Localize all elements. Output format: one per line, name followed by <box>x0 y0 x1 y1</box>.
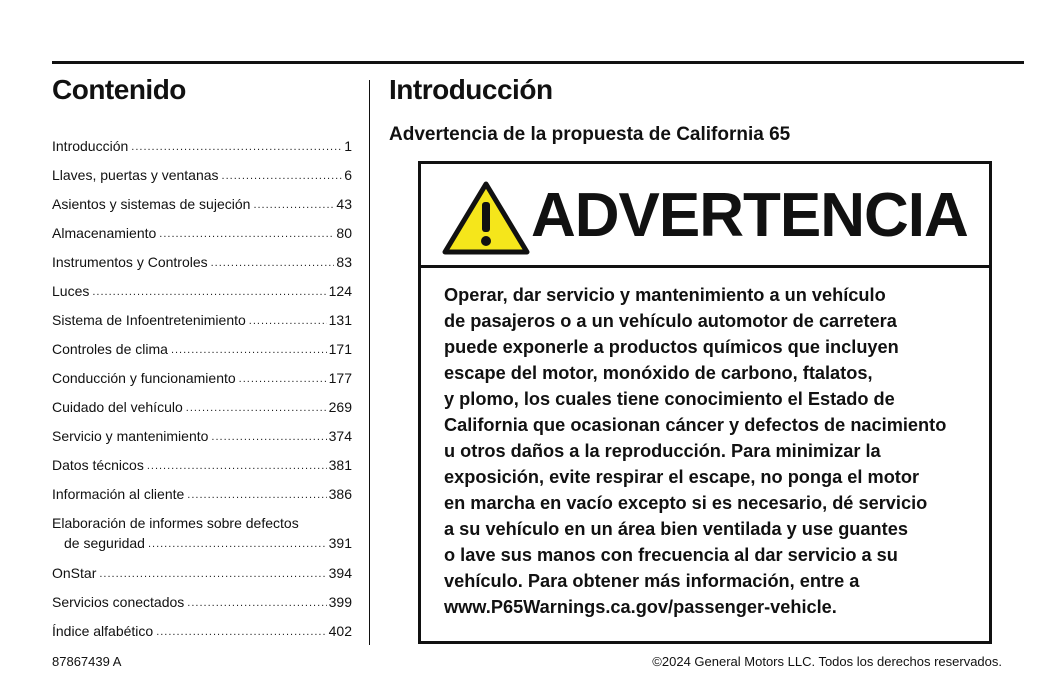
toc-entry[interactable] <box>52 312 352 341</box>
warning-line: exposición, evite respirar el escape, no ponga el motor <box>444 467 920 487</box>
warning-line: puede exponerle a productos químicos que incluyen <box>444 337 899 357</box>
toc-entry-page: 6 <box>344 167 352 183</box>
toc-entry-label: Controles de clima <box>52 341 171 357</box>
toc-entry-page: 381 <box>328 457 352 473</box>
toc-entry-label: Servicios conectados <box>52 594 187 610</box>
toc-entry[interactable] <box>52 428 352 457</box>
toc-entry[interactable] <box>52 283 352 312</box>
toc-leader-dots <box>239 370 327 385</box>
warning-line: o lave sus manos con frecuencia al dar servicio a su <box>444 545 898 565</box>
toc-entry[interactable] <box>52 254 352 283</box>
toc-leader-dots <box>211 254 335 269</box>
toc-leader-dots <box>187 486 326 501</box>
toc-entry-page: 171 <box>328 341 352 357</box>
toc-entry-label: Elaboración de informes sobre defectos <box>52 515 302 531</box>
toc-entry[interactable] <box>52 457 352 486</box>
toc-entry-page: 402 <box>328 623 352 639</box>
column-divider <box>369 80 370 645</box>
toc-leader-dots <box>92 283 326 298</box>
warning-line: y plomo, los cuales tiene conocimiento el Estado de <box>444 389 895 409</box>
toc-entry[interactable] <box>52 225 352 254</box>
toc-leader-dots <box>147 457 327 472</box>
toc-entry-page: 1 <box>344 138 352 154</box>
toc-entry-page: 124 <box>328 283 352 299</box>
toc-entry[interactable] <box>52 138 352 167</box>
toc-entry-page: 386 <box>328 486 352 502</box>
toc-entry-page: 131 <box>328 312 352 328</box>
document-number: 87867439 A <box>52 654 122 669</box>
toc-title: Contenido <box>52 74 186 105</box>
toc-leader-dots <box>171 341 327 356</box>
toc-leader-dots <box>249 312 327 327</box>
warning-heading: ADVERTENCIA <box>531 181 968 250</box>
warning-line: de pasajeros o a un vehículo automotor de carretera <box>444 311 897 331</box>
warning-line: en marcha en vacío excepto si es necesario, dé servicio <box>444 493 928 513</box>
toc-leader-dots <box>156 623 326 638</box>
toc-entry-label: Datos técnicos <box>52 457 147 473</box>
toc-entry[interactable] <box>52 167 352 196</box>
toc-entry-page: 83 <box>336 254 352 270</box>
toc-entry-label: Luces <box>52 283 92 299</box>
toc-list <box>52 138 352 652</box>
toc-entry-label: Cuidado del vehículo <box>52 399 186 415</box>
toc-entry-page: 177 <box>328 370 352 386</box>
toc-entry[interactable] <box>52 515 352 565</box>
toc-entry-label: Instrumentos y Controles <box>52 254 211 270</box>
toc-entry-page: 374 <box>328 428 352 444</box>
toc-entry-label: Almacenamiento <box>52 225 159 241</box>
toc-leader-dots <box>159 225 334 240</box>
copyright-notice: ©2024 General Motors LLC. Todos los derechos reservados. <box>652 654 1002 669</box>
warning-line: Operar, dar servicio y mantenimiento a un vehículo <box>444 285 886 305</box>
toc-entry-label: Servicio y mantenimiento <box>52 428 211 444</box>
top-rule <box>52 61 1024 64</box>
toc-entry[interactable] <box>52 399 352 428</box>
toc-entry-label: Asientos y sistemas de sujeción <box>52 196 253 212</box>
toc-entry[interactable] <box>52 594 352 623</box>
warning-line: u otros daños a la reproducción. Para minimizar la <box>444 441 881 461</box>
toc-entry-label: Índice alfabético <box>52 623 156 639</box>
toc-entry-label-continued: de seguridad <box>64 535 145 551</box>
toc-entry[interactable] <box>52 565 352 594</box>
toc-entry-page: 43 <box>336 196 352 212</box>
toc-entry[interactable] <box>52 623 352 652</box>
warning-line: escape del motor, monóxido de carbono, ftalatos, <box>444 363 873 383</box>
toc-entry[interactable] <box>52 341 352 370</box>
toc-leader-dots <box>186 399 327 414</box>
toc-leader-dots <box>148 535 327 551</box>
toc-leader-dots <box>187 594 326 609</box>
toc-entry-label: OnStar <box>52 565 99 581</box>
warning-line: vehículo. Para obtener más información, entre a <box>444 571 860 591</box>
toc-leader-dots <box>253 196 334 211</box>
toc-entry-label: Introducción <box>52 138 131 154</box>
intro-title: Introducción <box>389 74 553 105</box>
toc-entry-label: Llaves, puertas y ventanas <box>52 167 222 183</box>
warning-box <box>418 161 992 644</box>
toc-entry[interactable] <box>52 486 352 515</box>
toc-leader-dots <box>99 565 326 580</box>
toc-entry-label: Conducción y funcionamiento <box>52 370 239 386</box>
toc-leader-dots <box>131 138 342 153</box>
toc-entry-page: 80 <box>336 225 352 241</box>
toc-leader-dots <box>211 428 326 443</box>
warning-line: California que ocasionan cáncer y defectos de nacimiento <box>444 415 947 435</box>
toc-entry-page: 399 <box>328 594 352 610</box>
toc-entry-label: Sistema de Infoentretenimiento <box>52 312 249 328</box>
warning-line: www.P65Warnings.ca.gov/passenger-vehicle. <box>444 597 837 617</box>
prop65-subtitle: Advertencia de la propuesta de California 65 <box>389 124 791 145</box>
toc-entry-label: Información al cliente <box>52 486 187 502</box>
warning-text <box>444 282 984 620</box>
warning-triangle-icon <box>441 180 531 256</box>
toc-entry[interactable] <box>52 370 352 399</box>
warning-line: a su vehículo en un área bien ventilada y use guantes <box>444 519 908 539</box>
toc-leader-dots <box>222 167 343 182</box>
toc-entry[interactable] <box>52 196 352 225</box>
toc-entry-page: 394 <box>328 565 352 581</box>
toc-entry-page: 269 <box>328 399 352 415</box>
warning-header <box>421 164 989 268</box>
toc-entry-page: 391 <box>328 535 352 551</box>
